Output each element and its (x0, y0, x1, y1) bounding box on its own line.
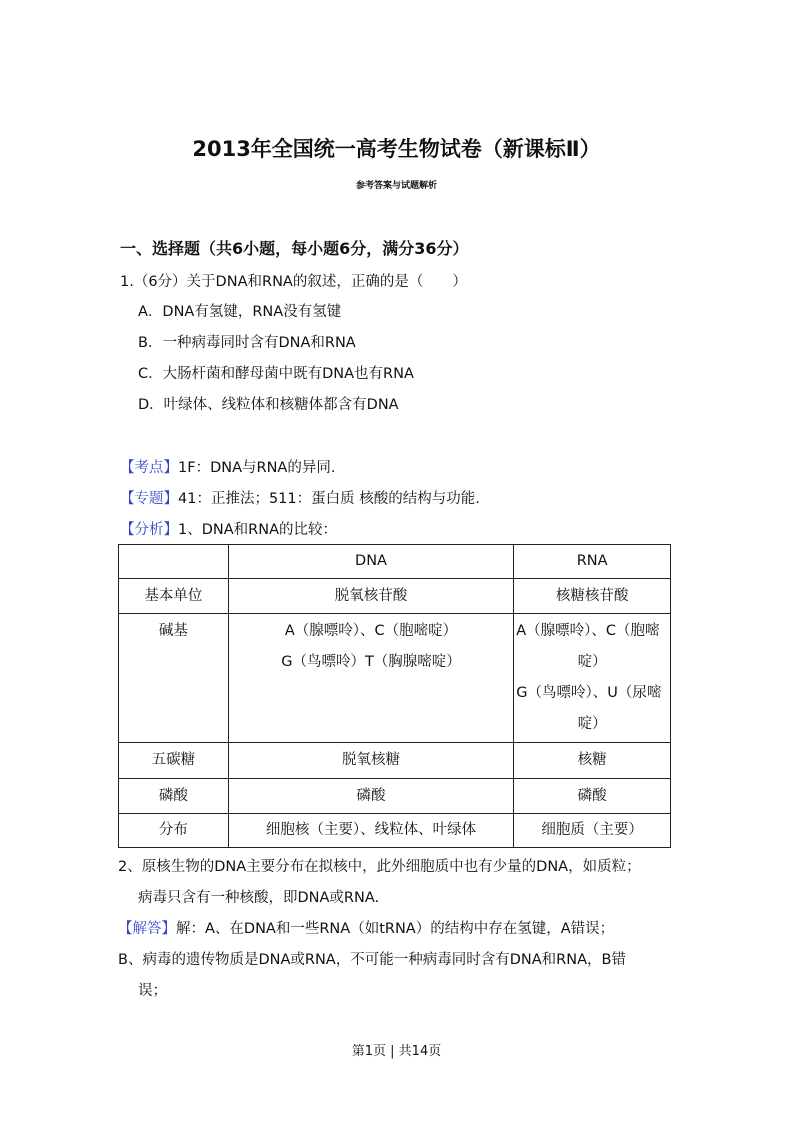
cell-line: A（腺嘌呤）、C（胞嘧啶） (284, 623, 458, 639)
jieda-label: 【解答】 (118, 921, 176, 937)
note-2-line1: 2、原核生物的DNA主要分布在拟核中，此外细胞质中也有少量的DNA，如质粒； (118, 859, 641, 875)
page-footer: 第1页 | 共14页 (351, 1044, 442, 1059)
kaodian-label: 【考点】 (120, 460, 178, 476)
zhuanti-label: 【专题】 (120, 491, 178, 507)
document-subtitle: 参考答案与试题解析 (355, 181, 437, 191)
cell-line: A（腺嘌呤）、C（胞嘧 (516, 623, 660, 639)
table-cell: 细胞质（主要） (514, 814, 671, 848)
option-b: B．一种病毒同时含有DNA和RNA (138, 335, 356, 351)
section-heading: 一、选择题（共6小题，每小题6分，满分36分） (120, 239, 469, 258)
table-cell (228, 614, 513, 743)
table-row (119, 779, 671, 814)
zhuanti-line (120, 487, 480, 508)
jieda-text: 解：A、在DNA和一些RNA（如tRNA）的结构中存在氢键，A错误； (176, 921, 615, 937)
option-a: A．DNA有氢键，RNA没有氢键 (138, 304, 342, 320)
fenxi-text: 1、DNA和RNA的比较： (178, 522, 337, 538)
cell-line: G（鸟嘌呤）T（胸腺嘧啶） (281, 654, 461, 670)
table-cell: 磷酸 (119, 779, 229, 814)
table-cell: 脱氧核糖 (228, 743, 513, 779)
kaodian-line (120, 456, 335, 477)
zhuanti-text: 41：正推法；511：蛋白质 核酸的结构与功能. (178, 491, 480, 507)
cell-line: 啶） (577, 654, 607, 670)
table-cell: 核糖核苷酸 (514, 579, 671, 614)
table-cell: 基本单位 (119, 579, 229, 614)
header-cell (119, 545, 229, 579)
document-title: 2013年全国统一高考生物试卷（新课标Ⅱ） (192, 137, 601, 161)
table-cell: 分布 (119, 814, 229, 848)
table-cell: 五碳糖 (119, 743, 229, 779)
fenxi-label: 【分析】 (120, 522, 178, 538)
header-cell: RNA (514, 545, 671, 579)
table-cell: 磷酸 (514, 779, 671, 814)
table-row (119, 743, 671, 779)
cell-line: G（鸟嘌呤）、U（尿嘧 (516, 685, 662, 701)
note-2-line2: 病毒只含有一种核酸，即DNA或RNA. (138, 890, 380, 906)
table-cell: 细胞核（主要）、线粒体、叶绿体 (228, 814, 513, 848)
cell-line: 啶） (577, 716, 607, 732)
table-header-row (119, 545, 671, 579)
option-d: D．叶绿体、线粒体和核糖体都含有DNA (138, 397, 399, 413)
jieda-b-line2: 误； (138, 983, 167, 999)
fenxi-line (120, 518, 337, 539)
kaodian-text: 1F：DNA与RNA的异同. (178, 460, 336, 476)
table-cell: 碱基 (119, 614, 229, 743)
table-row (119, 614, 671, 743)
table-cell: 脱氧核苷酸 (228, 579, 513, 614)
table-row (119, 579, 671, 614)
option-c: C．大肠杆菌和酵母菌中既有DNA也有RNA (138, 366, 414, 382)
header-cell: DNA (228, 545, 513, 579)
question-stem: 1.（6分）关于DNA和RNA的叙述，正确的是（ ） (120, 274, 467, 290)
table-cell (514, 614, 671, 743)
table-cell: 磷酸 (228, 779, 513, 814)
jieda-b-line1: B、病毒的遗传物质是DNA或RNA，不可能一种病毒同时含有DNA和RNA，B错 (118, 952, 626, 968)
dna-rna-comparison-table (118, 544, 671, 848)
table-row (119, 814, 671, 848)
jieda-line (118, 917, 614, 938)
table-cell: 核糖 (514, 743, 671, 779)
